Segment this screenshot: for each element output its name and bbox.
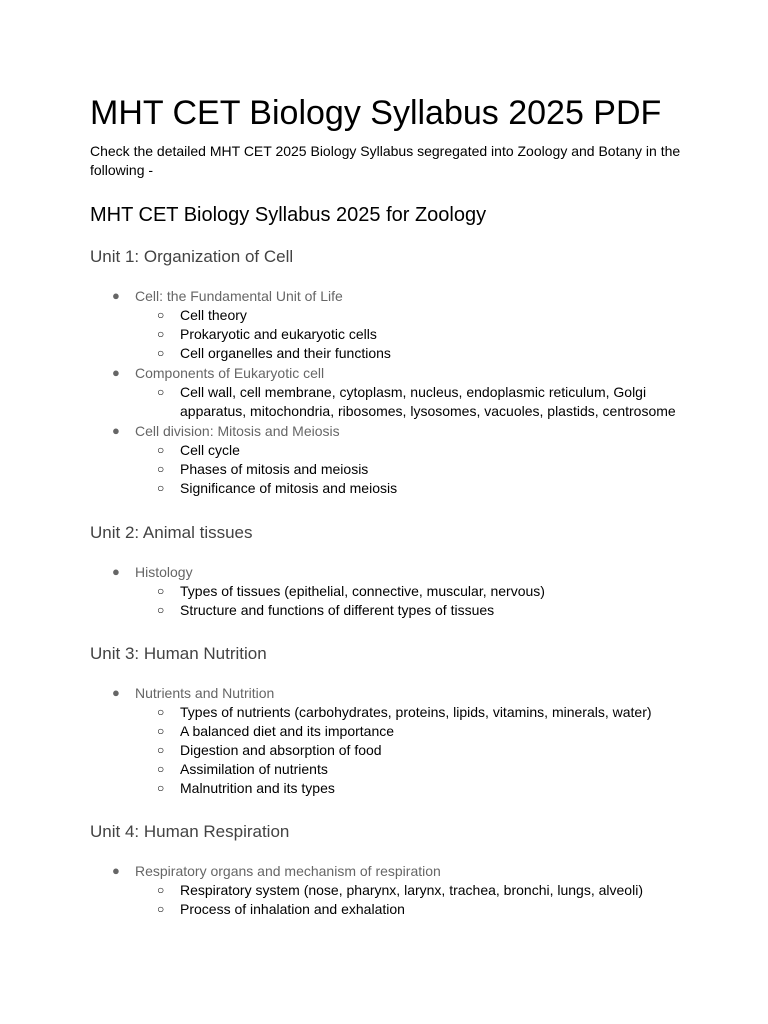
hollow-bullet-icon: ○	[157, 705, 165, 719]
subtopic-list	[135, 383, 690, 421]
list-item	[135, 306, 690, 325]
hollow-bullet-icon: ○	[157, 584, 165, 598]
list-item-text: Cell organelles and their functions	[180, 345, 391, 361]
subtopic-list	[135, 703, 690, 798]
list-item	[135, 325, 690, 344]
topic-list	[90, 861, 690, 919]
bullet-icon: ●	[112, 685, 120, 700]
list-item	[135, 344, 690, 363]
list-item	[135, 779, 690, 798]
topic-label: Respiratory organs and mechanism of respiration	[135, 863, 441, 879]
list-item-text: Respiratory system (nose, pharynx, larynx, trachea, bronchi, lungs, alveoli)	[180, 882, 643, 898]
list-item	[135, 441, 690, 460]
hollow-bullet-icon: ○	[157, 346, 165, 360]
list-item	[135, 460, 690, 479]
list-item	[135, 703, 690, 722]
hollow-bullet-icon: ○	[157, 462, 165, 476]
topic-item	[90, 363, 690, 421]
list-item	[135, 479, 690, 498]
hollow-bullet-icon: ○	[157, 327, 165, 341]
list-item-text: Malnutrition and its types	[180, 780, 335, 796]
list-item	[135, 722, 690, 741]
hollow-bullet-icon: ○	[157, 481, 165, 495]
topic-item	[90, 683, 690, 798]
topic-item	[90, 421, 690, 498]
unit-2	[90, 522, 690, 620]
topic-label: Cell: the Fundamental Unit of Life	[135, 288, 343, 304]
list-item-text: Cell wall, cell membrane, cytoplasm, nucleus, endoplasmic reticulum, Golgi apparatus, mitochondria, ribosomes, lysosomes, vacuoles, plastids, centrosome	[180, 384, 676, 419]
list-item	[135, 601, 690, 620]
hollow-bullet-icon: ○	[157, 724, 165, 738]
list-item-text: Significance of mitosis and meiosis	[180, 480, 398, 496]
list-item-text: Types of nutrients (carbohydrates, proteins, lipids, vitamins, minerals, water)	[180, 704, 652, 720]
topic-item	[90, 562, 690, 620]
list-item-text: Process of inhalation and exhalation	[180, 901, 405, 917]
subtopic-list	[135, 441, 690, 498]
hollow-bullet-icon: ○	[157, 781, 165, 795]
unit-3	[90, 643, 690, 798]
unit-title: Unit 1: Organization of Cell	[90, 247, 294, 266]
unit-1	[90, 246, 690, 498]
list-item-text: Cell theory	[180, 307, 247, 323]
list-item	[135, 900, 690, 919]
hollow-bullet-icon: ○	[157, 762, 165, 776]
list-item	[135, 881, 690, 900]
bullet-icon: ●	[112, 564, 120, 579]
topic-item	[90, 286, 690, 363]
list-item-text: Phases of mitosis and meiosis	[180, 461, 369, 477]
topic-list	[90, 286, 690, 498]
hollow-bullet-icon: ○	[157, 902, 165, 916]
topic-list	[90, 683, 690, 798]
bullet-icon: ●	[112, 863, 120, 878]
list-item-text: Cell cycle	[180, 442, 240, 458]
list-item-text: Assimilation of nutrients	[180, 761, 328, 777]
list-item	[135, 760, 690, 779]
bullet-icon: ●	[112, 288, 120, 303]
list-item-text: A balanced diet and its importance	[180, 723, 395, 739]
list-item-text: Types of tissues (epithelial, connective, muscular, nervous)	[180, 583, 545, 599]
topic-item	[90, 861, 690, 919]
unit-title: Unit 2: Animal tissues	[90, 523, 253, 542]
document-page	[90, 90, 690, 917]
topic-label: Cell division: Mitosis and Meiosis	[135, 423, 340, 439]
subtopic-list	[135, 582, 690, 620]
hollow-bullet-icon: ○	[157, 603, 165, 617]
list-item-text: Structure and functions of different types of tissues	[180, 602, 495, 618]
unit-title: Unit 4: Human Respiration	[90, 822, 290, 841]
topic-label: Nutrients and Nutrition	[135, 685, 275, 701]
hollow-bullet-icon: ○	[157, 308, 165, 322]
hollow-bullet-icon: ○	[157, 743, 165, 757]
unit-title: Unit 3: Human Nutrition	[90, 644, 267, 663]
hollow-bullet-icon: ○	[157, 443, 165, 457]
subtopic-list	[135, 881, 690, 919]
subtopic-list	[135, 306, 690, 363]
hollow-bullet-icon: ○	[157, 385, 165, 399]
list-item	[135, 582, 690, 601]
list-item	[135, 383, 690, 421]
intro-paragraph: Check the detailed MHT CET 2025 Biology Syllabus segregated into Zoology and Botany in the following -	[90, 143, 681, 178]
unit-4	[90, 821, 690, 919]
bullet-icon: ●	[112, 365, 120, 380]
section-title-zoology: MHT CET Biology Syllabus 2025 for Zoology	[90, 204, 487, 226]
topic-label: Components of Eukaryotic cell	[135, 365, 325, 381]
list-item-text: Prokaryotic and eukaryotic cells	[180, 326, 377, 342]
topic-list	[90, 562, 690, 620]
list-item-text: Digestion and absorption of food	[180, 742, 382, 758]
topic-label: Histology	[135, 564, 193, 580]
list-item	[135, 741, 690, 760]
hollow-bullet-icon: ○	[157, 883, 165, 897]
page-title: MHT CET Biology Syllabus 2025 PDF	[90, 94, 662, 132]
bullet-icon: ●	[112, 423, 120, 438]
